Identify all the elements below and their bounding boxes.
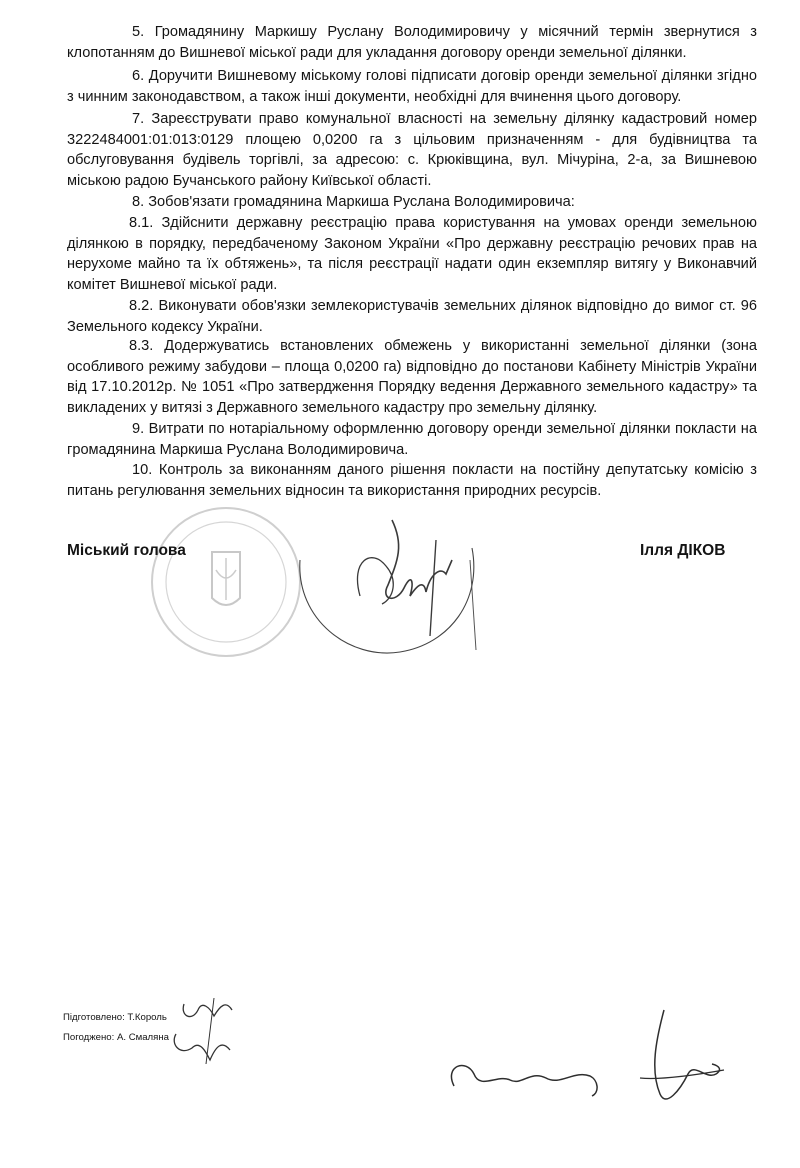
- prepared-by: Підготовлено: Т.Король: [63, 1012, 167, 1023]
- signatory-title: Міський голова: [67, 542, 186, 559]
- paragraph-6: 6. Доручити Вишневому міському голові підписати договір оренди земельної ділянки згідно з чинним законодавством, а також інші документи, необхідні для вчинення цього договору.: [67, 68, 757, 105]
- signatory-name: Ілля ДІКОВ: [640, 542, 726, 559]
- approved-by: Погоджено: А. Смаляна: [63, 1032, 169, 1043]
- paragraph-8-1: 8.1. Здійснити державну реєстрацію права користування на умовах оренди земельною ділянкою в порядку, передбаченому Законом України «Про державну реєстрацію речових прав на нерухоме майно та їх обтяжень», та після реєстрації надати один екземпляр витягу у Виконавчий комітет Вишневої міської ради.: [67, 215, 757, 293]
- paragraph-7: 7. Зареєструвати право комунальної власності на земельну ділянку кадастровий номер 3222484001:01:013:0129 площею 0,0200 га з цільовим призначенням - для будівництва та обслуговування будівель торгівлі, за адресою: с. Крюківщина, вул. Мічуріна, 2-а, за Вишневою міською радою Бучанського району Київської області.: [67, 111, 757, 189]
- paragraph-8-3: 8.3. Додержуватись встановлених обмежень у використанні земельної ділянки (зона особливого режиму забудови – площа 0,0200 га) відповідно до постанови Кабінету Міністрів України від 17.10.2012р. № 1051 «Про затвердження Порядку ведення Державного земельного кадастру» та викладених у витязі з Державного земельного кадастру про земельну ділянку.: [67, 338, 757, 416]
- paragraph-5: 5. Громадянину Маркишу Руслану Володимировичу у місячний термін звернутися з клопотанням до Вишневої міської ради для укладання договору оренди земельної ділянки.: [67, 24, 757, 61]
- paragraph-10: 10. Контроль за виконанням даного рішення покласти на постійну депутатську комісію з питань регулювання земельних відносин та використання природних ресурсів.: [67, 462, 757, 499]
- paragraph-8: 8. Зобов'язати громадянина Маркиша Руслана Володимировича:: [132, 194, 575, 210]
- paragraph-9: 9. Витрати по нотаріальному оформленню договору оренди земельної ділянки покласти на громадянина Маркиша Руслана Володимировича.: [67, 421, 757, 458]
- paragraph-8-2: 8.2. Виконувати обов'язки землекористувачів земельних ділянок відповідно до вимог ст. 96 Земельного кодексу України.: [67, 298, 757, 335]
